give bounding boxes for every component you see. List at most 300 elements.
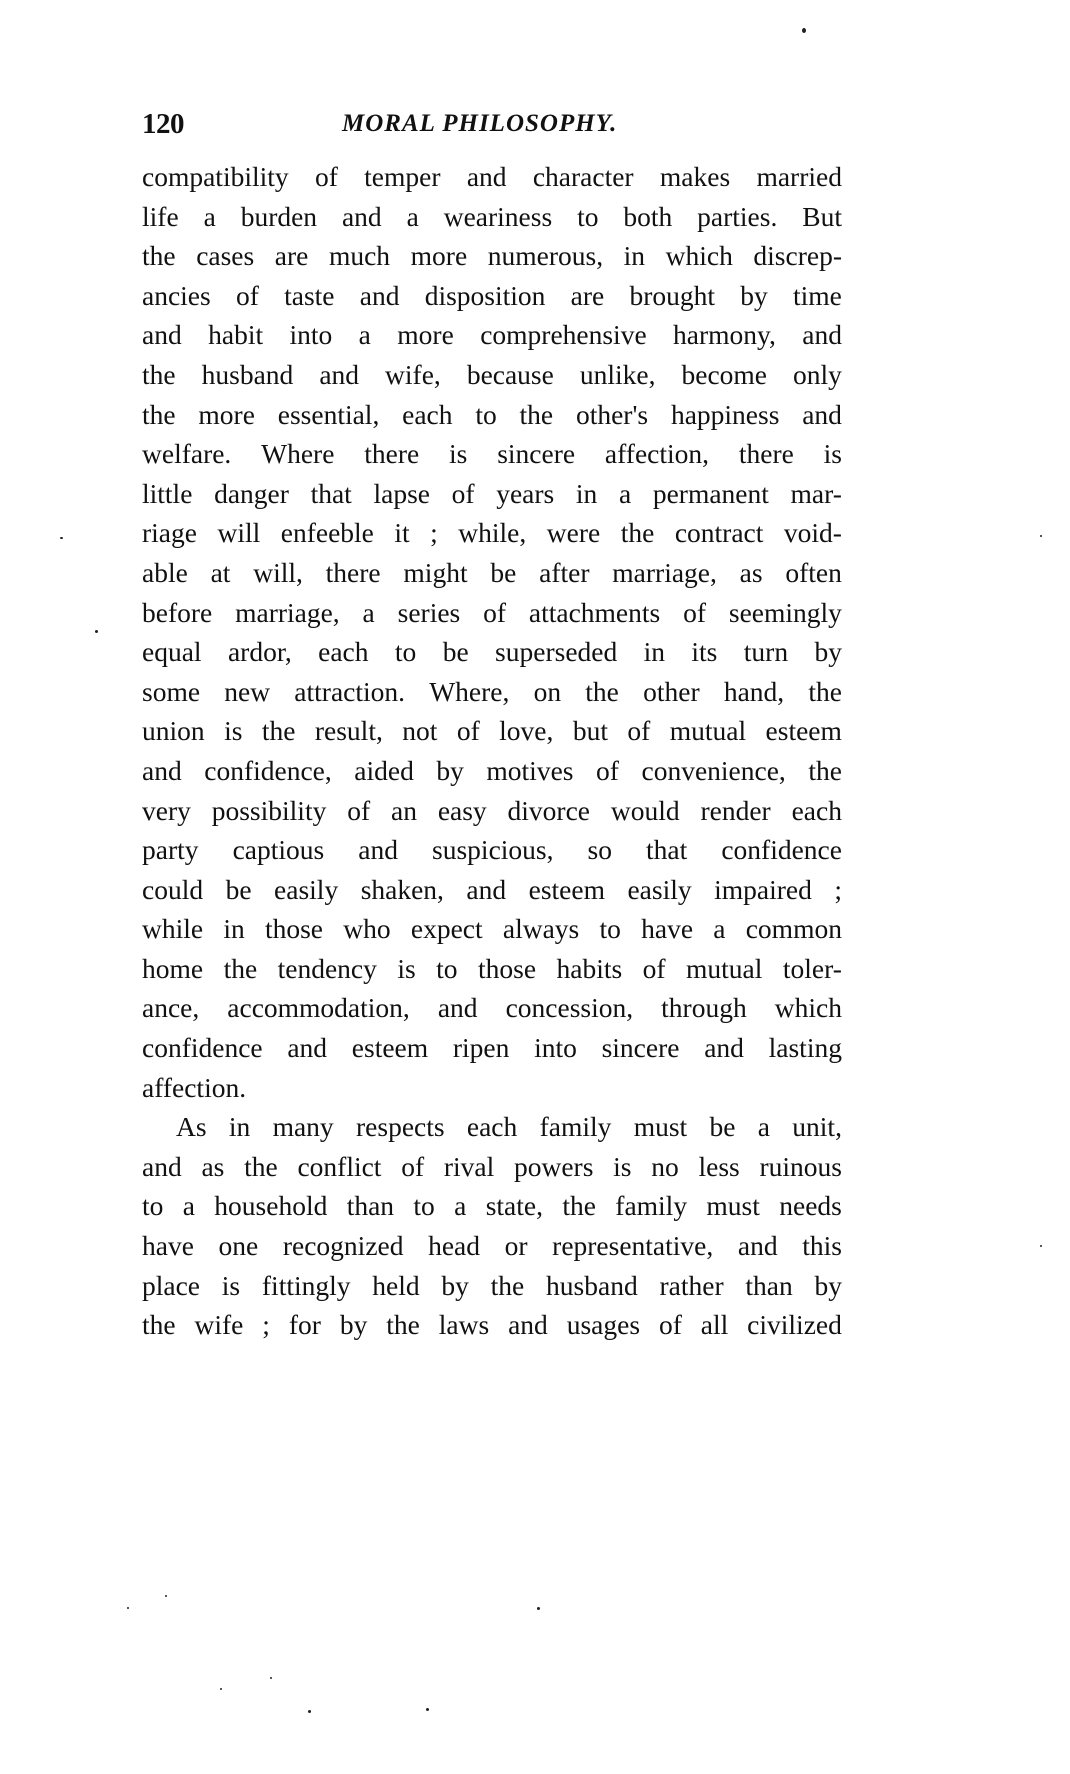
word: concession, (505, 992, 634, 1024)
word: to (142, 1190, 164, 1222)
word: of (235, 279, 259, 311)
word: home (142, 952, 204, 984)
word: is (823, 438, 842, 470)
word: tendency (277, 952, 377, 984)
text-line (142, 1186, 842, 1226)
word: esteem (528, 873, 605, 905)
word: who (343, 913, 391, 945)
word: affection, (604, 438, 710, 470)
word: the (261, 715, 296, 747)
word: the (142, 240, 176, 272)
word: be (490, 556, 517, 588)
word: rival (443, 1150, 495, 1182)
word: have (641, 913, 694, 945)
word: permanent (652, 477, 769, 509)
word: both (623, 200, 673, 232)
word: as (201, 1150, 225, 1182)
word: wife, (385, 358, 441, 390)
word: taste (284, 279, 335, 311)
word: contract (674, 517, 764, 549)
word: very (142, 794, 191, 826)
word: esteem (351, 1032, 429, 1064)
text-line (142, 1028, 842, 1068)
scan-speck (127, 1607, 129, 1609)
word: and (466, 161, 507, 192)
word: and (437, 992, 478, 1024)
word: state, (485, 1190, 543, 1222)
word: possibility (211, 794, 327, 826)
word: be (709, 1111, 736, 1143)
word: a (203, 200, 216, 232)
word: ance, (142, 992, 200, 1024)
word: and (287, 1032, 328, 1064)
word: by (436, 754, 464, 786)
word: of (451, 477, 475, 509)
scan-speck (220, 1688, 222, 1690)
running-title: MORAL PHILOSOPHY. (342, 110, 618, 137)
word: by (814, 636, 842, 668)
word: the (244, 1150, 278, 1182)
word: confidence, (204, 754, 332, 786)
word: the (620, 517, 655, 549)
word: ; (834, 873, 842, 905)
scan-speck (537, 1607, 540, 1610)
word: and (466, 873, 507, 905)
word: harmony, (673, 319, 776, 351)
word: representative, (552, 1230, 714, 1262)
word: union (142, 715, 205, 747)
word: essential, (277, 398, 380, 430)
word: ; (262, 1309, 270, 1341)
word: and (319, 358, 360, 390)
word: ripen (452, 1032, 510, 1064)
word: seemingly (728, 596, 842, 628)
word: there (325, 556, 381, 588)
word: and (142, 1150, 182, 1182)
word: easily (274, 873, 339, 905)
word: cases (196, 240, 255, 272)
word: habit (208, 319, 264, 351)
word: aided (354, 754, 414, 786)
word: brought (629, 279, 716, 311)
word: those (477, 952, 537, 984)
word: the (490, 1269, 525, 1301)
word: time (793, 279, 842, 311)
text-line (142, 909, 842, 949)
word: must (706, 1190, 760, 1222)
word: but (572, 715, 608, 747)
word: a (362, 596, 375, 628)
word: and (802, 319, 842, 351)
word: to (413, 1190, 435, 1222)
word: there (364, 438, 420, 470)
word: were (546, 517, 601, 549)
word: laws (438, 1309, 490, 1341)
word: family (539, 1111, 612, 1143)
word: each (466, 1111, 518, 1143)
word: will, (253, 556, 303, 588)
word: result, (314, 715, 383, 747)
word: danger (214, 477, 289, 509)
word: which (665, 240, 733, 272)
word: a (182, 1190, 195, 1222)
word: happiness (670, 398, 780, 430)
word: so (587, 834, 612, 866)
word: wife (194, 1309, 244, 1341)
text-line (142, 593, 842, 633)
word: not (402, 715, 438, 747)
word: a (406, 200, 419, 232)
word: all (700, 1309, 729, 1341)
word: captious (232, 834, 325, 866)
word: by (814, 1269, 842, 1301)
word: are (274, 240, 309, 272)
word: be (442, 636, 469, 668)
word: held (372, 1269, 420, 1301)
running-head (142, 104, 842, 144)
word: and (737, 1230, 778, 1262)
word: esteem (765, 715, 842, 747)
word: more (397, 319, 454, 351)
word: by (339, 1309, 368, 1341)
scan-speck (426, 1708, 429, 1711)
word: other (643, 675, 700, 707)
paragraph-2 (142, 1107, 842, 1345)
word: compatibility (142, 161, 289, 192)
word: through (661, 992, 747, 1024)
word: much (328, 240, 391, 272)
word: each (402, 398, 453, 430)
word: and (802, 398, 842, 430)
word: those (264, 913, 324, 945)
word: this (802, 1230, 842, 1262)
word: while, (458, 517, 527, 549)
word: accommodation, (227, 992, 410, 1024)
word: that (646, 834, 688, 866)
word: marriage, (612, 556, 717, 588)
word: into (289, 319, 333, 351)
word: habits (556, 952, 623, 984)
word: into (534, 1032, 577, 1064)
text-line (142, 276, 842, 316)
word: in (643, 636, 666, 668)
word: lasting (768, 1032, 842, 1064)
word: shaken, (360, 873, 444, 905)
word: at (210, 556, 231, 588)
word: household (214, 1190, 328, 1222)
word: than (745, 1269, 793, 1301)
word: superseded (495, 636, 618, 668)
word: a (713, 913, 726, 945)
word: might (403, 556, 468, 588)
word: each (318, 636, 369, 668)
word: husband (201, 358, 294, 390)
word: render (700, 794, 771, 826)
word: sincere (601, 1032, 680, 1064)
word: makes (659, 161, 731, 192)
word: and (704, 1032, 744, 1064)
word: series (397, 596, 461, 628)
word: on (533, 675, 562, 707)
text-line (142, 830, 842, 870)
scan-speck (165, 1595, 167, 1597)
word: fittingly (261, 1269, 351, 1301)
word: suspicious, (432, 834, 554, 866)
text-line (142, 988, 842, 1028)
word: more (198, 398, 255, 430)
word: recognized (282, 1230, 404, 1262)
word: the (562, 1190, 596, 1222)
word: burden (240, 200, 318, 232)
word: mutual (669, 715, 747, 747)
text-line (142, 751, 842, 791)
word: and (358, 834, 398, 866)
word: the (585, 675, 619, 707)
word: sincere (497, 438, 576, 470)
word: is (224, 715, 243, 747)
word: affection. (142, 1071, 247, 1103)
word: ancies (142, 279, 211, 311)
scan-speck (802, 28, 806, 33)
word: some (142, 675, 201, 707)
word: each (791, 794, 842, 826)
word: more (410, 240, 468, 272)
word: a (358, 319, 371, 351)
scan-speck (1040, 535, 1042, 537)
word: be (225, 873, 252, 905)
word: numerous, (487, 240, 604, 272)
scan-speck (270, 1677, 272, 1679)
word: a (757, 1111, 770, 1143)
word: party (142, 834, 199, 866)
word: to (475, 398, 497, 430)
word: unlike, (579, 358, 656, 390)
text-line (142, 355, 842, 395)
word: to (577, 200, 599, 232)
word: often (785, 556, 842, 588)
word: by (740, 279, 768, 311)
word: or (504, 1230, 528, 1262)
word: welfare. (142, 438, 232, 470)
word: But (802, 200, 842, 232)
word: attraction. (294, 675, 406, 707)
scan-speck (1040, 1245, 1042, 1247)
word: of (642, 952, 666, 984)
word: As (176, 1111, 207, 1143)
word: place (142, 1269, 201, 1301)
word: character (532, 161, 634, 192)
word: to (394, 636, 417, 668)
text-line (142, 197, 842, 237)
word: have (142, 1230, 194, 1262)
word: of (658, 1309, 682, 1341)
word: convenience, (641, 754, 786, 786)
word: no (651, 1150, 679, 1182)
word: usages (566, 1309, 641, 1341)
word: Where, (429, 675, 510, 707)
word: turn (743, 636, 789, 668)
word: and (508, 1309, 548, 1341)
word: there (738, 438, 794, 470)
word: common (745, 913, 842, 945)
word: head (428, 1230, 481, 1262)
word: impaired (714, 873, 812, 905)
word: of (483, 596, 507, 628)
word: because (466, 358, 554, 390)
word: and (142, 319, 182, 351)
word: hand, (723, 675, 785, 707)
text-line (142, 1305, 842, 1345)
word: confidence (721, 834, 842, 866)
word: the (808, 754, 842, 786)
word: become (681, 358, 768, 390)
word: that (310, 477, 352, 509)
word: attachments (528, 596, 661, 628)
word: of (596, 754, 619, 786)
word: weariness (443, 200, 553, 232)
word: powers (513, 1150, 594, 1182)
word: as (739, 556, 763, 588)
text-line (142, 711, 842, 751)
word: the (519, 398, 554, 430)
body-text (142, 157, 842, 1345)
word: other's (575, 398, 649, 430)
word: is (397, 952, 416, 984)
text-line (142, 395, 842, 435)
text-line (142, 672, 842, 712)
word: will (217, 517, 261, 549)
word: equal (142, 636, 202, 668)
word: confidence (142, 1032, 263, 1064)
word: could (142, 873, 204, 905)
word: easily (627, 873, 692, 905)
text-line (142, 1147, 842, 1187)
text-line (142, 1107, 842, 1147)
page-number: 120 (142, 108, 184, 140)
word: little (142, 477, 193, 509)
text-line (142, 157, 842, 197)
word: ardor, (227, 636, 292, 668)
word: parties. (697, 200, 778, 232)
word: it (394, 517, 410, 549)
word: marriage, (235, 596, 340, 628)
word: many (272, 1111, 334, 1143)
word: toler- (782, 952, 842, 984)
text-line (142, 315, 842, 355)
text-line (142, 553, 842, 593)
word: of (683, 596, 707, 628)
word: divorce (507, 794, 591, 826)
word: always (502, 913, 580, 945)
word: are (570, 279, 605, 311)
word: easy (437, 794, 487, 826)
text-line (142, 236, 842, 276)
word: and (142, 754, 182, 786)
word: the (808, 675, 842, 707)
word: by (441, 1269, 469, 1301)
word: of (401, 1150, 425, 1182)
word: is (449, 438, 468, 470)
word: disposition (424, 279, 546, 311)
word: of (347, 794, 371, 826)
word: must (633, 1111, 688, 1143)
scan-speck (95, 630, 98, 633)
word: Where (261, 438, 335, 470)
text-line (142, 1068, 842, 1108)
word: a (454, 1190, 467, 1222)
word: while (142, 913, 204, 945)
word: than (346, 1190, 395, 1222)
word: a (618, 477, 632, 509)
word: family (615, 1190, 688, 1222)
text-line (142, 949, 842, 989)
paragraph-1 (142, 157, 842, 1107)
text-line (142, 632, 842, 672)
word: after (539, 556, 590, 588)
word: is (613, 1150, 632, 1182)
word: life (142, 200, 179, 232)
word: expect (410, 913, 483, 945)
word: love, (499, 715, 554, 747)
text-line (142, 870, 842, 910)
word: comprehensive (480, 319, 647, 351)
text-line (142, 1226, 842, 1266)
word: to (436, 952, 458, 984)
word: and (341, 200, 382, 232)
word: temper (364, 161, 441, 192)
word: husband (546, 1269, 638, 1301)
word: of (627, 715, 651, 747)
word: in (623, 240, 646, 272)
word: in (228, 1111, 251, 1143)
word: of (314, 161, 338, 192)
word: the (142, 358, 176, 390)
word: an (390, 794, 417, 826)
word: is (221, 1269, 241, 1301)
word: unit, (792, 1111, 842, 1143)
text-line (142, 434, 842, 474)
text-line (142, 513, 842, 553)
scan-speck (308, 1710, 311, 1713)
word: the (386, 1309, 420, 1341)
word: before (142, 596, 213, 628)
text-line (142, 474, 842, 514)
word: and (359, 279, 400, 311)
word: the (142, 1309, 176, 1341)
word: needs (779, 1190, 842, 1222)
word: years (496, 477, 555, 509)
word: lapse (373, 477, 430, 509)
word: conflict (297, 1150, 382, 1182)
word: less (698, 1150, 740, 1182)
word: void- (783, 517, 842, 549)
word: for (288, 1309, 321, 1341)
word: new (224, 675, 271, 707)
word: in (575, 477, 598, 509)
scan-speck (60, 537, 63, 539)
text-line (142, 791, 842, 831)
word: discrep- (753, 240, 842, 272)
word: in (223, 913, 245, 945)
word: the (223, 952, 258, 984)
word: enfeeble (280, 517, 374, 549)
word: the (142, 398, 176, 430)
word: would (610, 794, 680, 826)
word: civilized (747, 1309, 842, 1341)
word: mar- (790, 477, 842, 509)
word: ; (430, 517, 438, 549)
word: ruinous (759, 1150, 842, 1182)
